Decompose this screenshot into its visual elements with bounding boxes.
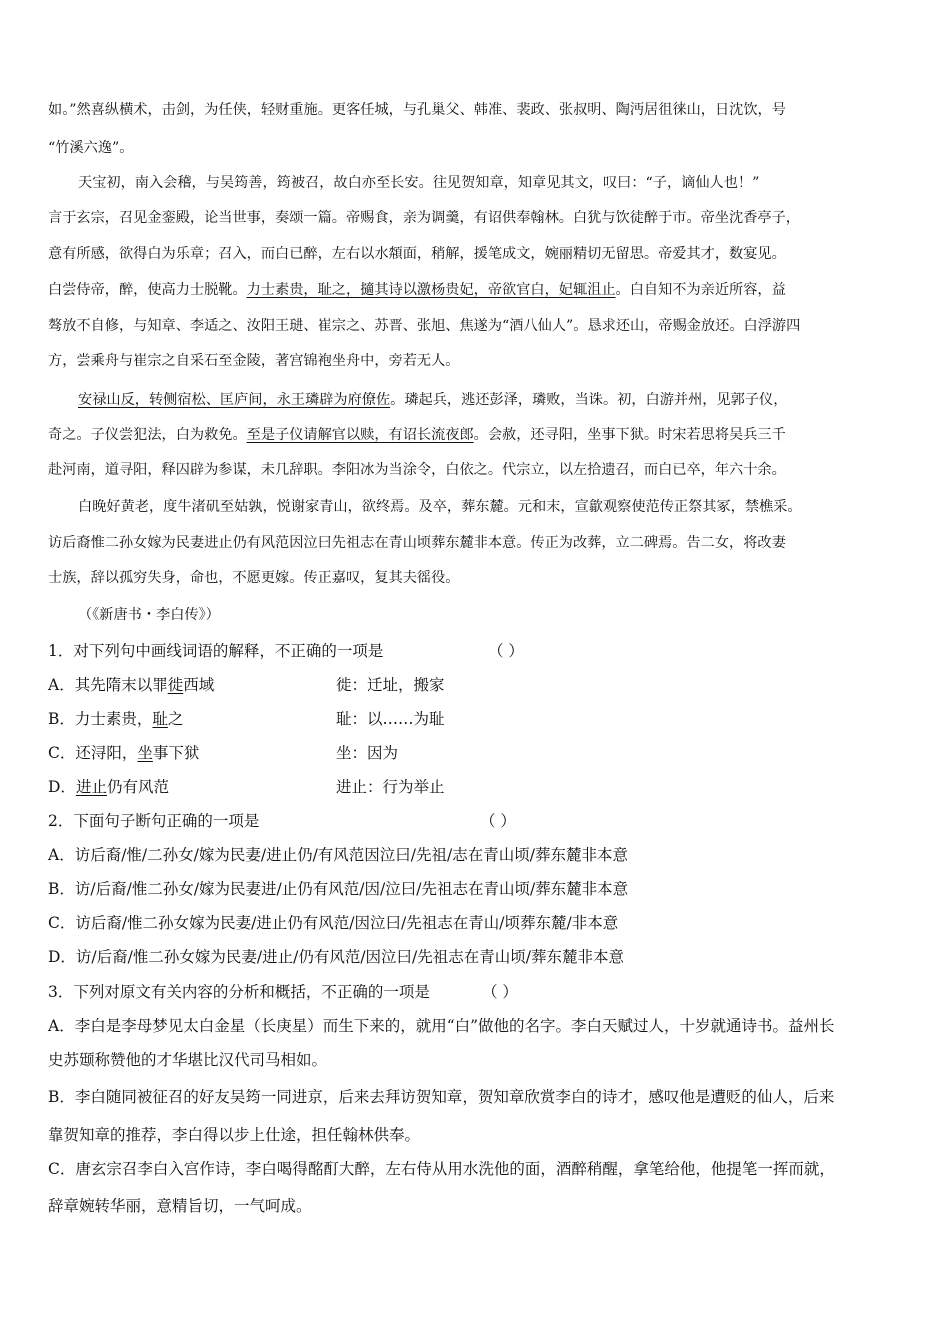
option-b: B．李白随同被征召的好友吴筠一同进京，后来去拜访贺知章，贺知章欣赏李白的诗才，感叹他是遭贬的仙人，后来 (48, 1088, 835, 1106)
question-stem: 3．下列对原文有关内容的分析和概括，不正确的一项是 (48, 983, 430, 1001)
passage-line: 天宝初，南入会稽，与吴筠善，筠被召，故白亦至长安。往见贺知章，知章见其文，叹曰：“子，谪仙人也！” (78, 175, 760, 191)
option-b: B．访/后裔/惟二孙女/嫁为民妻进/止仍有风范/因/泣曰/先祖志在青山顷/葬东麓非本意 (48, 880, 629, 898)
option-text: 西域 (183, 676, 215, 694)
question-stem: 1．对下列句中画线词语的解释，不正确的一项是 (48, 642, 384, 660)
text-span: 。白自知不为亲近所容，益 (615, 282, 786, 298)
option-text: C．还浔阳， (48, 744, 138, 762)
answer-paren: （ ） (488, 642, 524, 660)
option-a-continued: 史苏颋称赞他的才华堪比汉代司马相如。 (48, 1051, 328, 1069)
option-c-continued: 辞章婉转华丽，意精旨切，一气呵成。 (48, 1197, 312, 1215)
passage-line: 赴河南，道寻阳，释囚辟为参谋，未几辞职。李阳冰为当涂令，白依之。代宗立，以左拾遗召，而白已卒，年六十余。 (48, 462, 786, 478)
option-a: A．李白是李母梦见太白金星（长庚星）而生下来的，就用“白”做他的名字。李白天赋过人，十岁就通诗书。益州长 (48, 1017, 835, 1035)
option-explanation: 徙：迁址，搬家 (336, 676, 445, 694)
passage-line: 白晚好黄老，度牛渚矶至姑孰，悦谢家青山，欲终焉。及卒，葬东麓。元和末，宣歙观察使范传正祭其冢，禁樵采。 (78, 499, 802, 515)
option-d: D．访/后裔/惟二孙女嫁为民妻/进止/仍有风范/因泣曰/先祖志在青山顷/葬东麓非本意 (48, 948, 624, 966)
question-stem: 2．下面句子断句正确的一项是 (48, 812, 260, 830)
underlined-sentence: 至是子仪请解官以赎，有诏长流夜郎 (246, 427, 474, 443)
option-text: D． (48, 778, 76, 796)
passage-line: “竹溪六逸”。 (48, 140, 134, 156)
answer-paren: （ ） (482, 983, 518, 1001)
text-span: 白尝侍帝，醉，使高力士脱靴。 (48, 282, 247, 298)
underlined-word: 进止 (75, 778, 107, 796)
option-explanation: 耻：以……为耻 (336, 710, 445, 728)
passage-line: 骜放不自修，与知章、李适之、汝阳王琎、崔宗之、苏晋、张旭、焦遂为“酒八仙人”。恳求还山，帝赐金放还。白浮游四 (48, 318, 801, 334)
underlined-word: 徙 (167, 676, 184, 694)
text-span: 奇之。子仪尝犯法，白为救免。 (48, 427, 247, 443)
option-c: C．唐玄宗召李白入宫作诗，李白喝得酩酊大醉，左右侍从用水洗他的面，酒醉稍醒，拿笔给他，他提笔一挥而就， (48, 1160, 835, 1178)
passage-line (78, 390, 787, 410)
passage-line: 意有所感，欲得白为乐章；召入，而白已醉，左右以水頮面，稍解，援笔成文，婉丽精切无留思。帝爱其才，数宴见。 (48, 246, 786, 262)
passage-line (48, 280, 786, 300)
option-text: 事下狱 (152, 744, 200, 762)
option-c: C．访后裔/惟二孙女嫁为民妻/进止仍有风范/因泣曰/先祖志在青山/顷葬东麓/非本意 (48, 914, 619, 932)
option-d (48, 777, 908, 797)
underlined-word: 坐 (137, 744, 153, 762)
answer-paren: （ ） (480, 812, 516, 830)
passage-line: 士族，辞以孤穷失身，命也，不愿更嫁。传正嘉叹，复其夫徭役。 (48, 570, 460, 586)
passage-line: 方，尝乘舟与崔宗之自采石至金陵，著宫锦袍坐舟中，旁若无人。 (48, 353, 460, 369)
underlined-sentence: 安禄山反，转侧宿松、匡庐间，永王璘辟为府僚佐 (78, 392, 391, 408)
text-span: 。璘起兵，逃还彭泽，璘败，当诛。初，白游并州，见郭子仪， (390, 392, 788, 408)
passage-line: 如。”然喜纵横术，击剑，为任侠，轻财重施。更客任城，与孔巢父、韩准、裴政、张叔明、陶沔居徂徕山，日沈饮，号 (48, 102, 786, 118)
option-text: 之 (167, 710, 184, 728)
passage-line: 言于玄宗，召见金銮殿，论当世事，奏颂一篇。帝赐食，亲为调羹，有诏供奉翰林。白犹与饮徒醉于市。帝坐沈香亭子， (48, 210, 800, 226)
option-a (48, 675, 908, 695)
text-span: 。会赦，还寻阳，坐事下狱。时宋若思将吴兵三千 (473, 427, 786, 443)
option-explanation: 坐：因为 (336, 744, 399, 762)
passage-line: 访后裔惟二孙女嫁为民妻进止仍有风范因泣曰先祖志在青山顷葬东麓非本意。传正为改葬，立二碑焉。告二女，将改妻 (48, 535, 786, 551)
option-explanation: 进止：行为举止 (336, 778, 445, 796)
passage-line (48, 425, 786, 445)
underlined-sentence: 力士素贵，耻之，擿其诗以激杨贵妃，帝欲官白，妃辄沮止 (246, 282, 616, 298)
option-text: B．力士素贵， (48, 710, 153, 728)
option-c (48, 743, 908, 763)
underlined-word: 耻 (152, 710, 168, 728)
option-text: 仍有风范 (106, 778, 169, 796)
option-text: A．其先隋末以罪 (48, 676, 168, 694)
passage-source: （《新唐书・李白传》） (78, 607, 220, 623)
option-b (48, 709, 908, 729)
option-a: A．访后裔/惟/二孙女/嫁为民妻/进止仍/有风范因泣曰/先祖/志在青山顷/葬东麓非本意 (48, 846, 628, 864)
option-b-continued: 靠贺知章的推荐，李白得以步上仕途，担任翰林供奉。 (48, 1126, 421, 1144)
